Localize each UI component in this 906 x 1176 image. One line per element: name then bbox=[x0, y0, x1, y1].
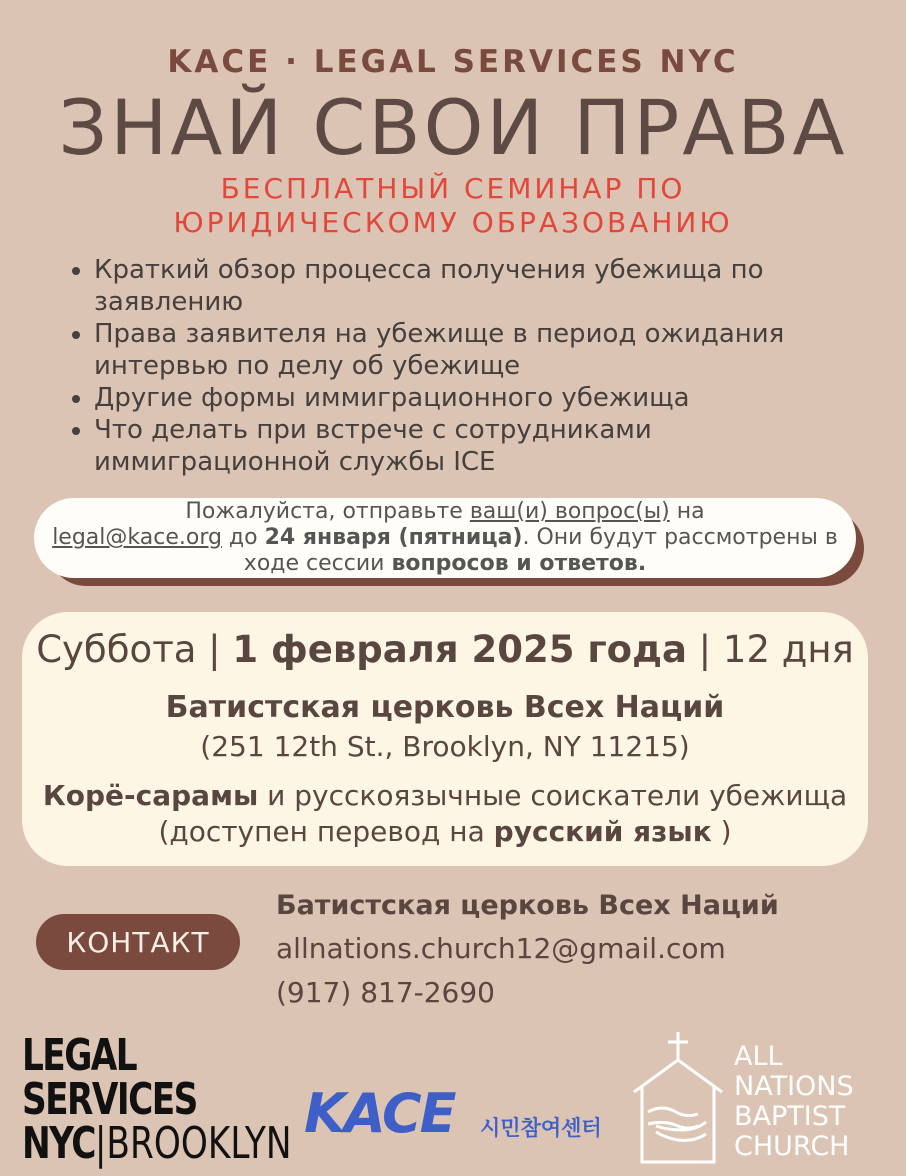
audience-part: и русскоязычные соискатели убежища (доступен перевод на bbox=[158, 779, 848, 848]
organizers-line: KACE · LEGAL SERVICES NYC bbox=[167, 44, 739, 80]
questions-email-link[interactable]: legal@kace.org bbox=[52, 525, 222, 550]
questions-text-part: на bbox=[669, 499, 705, 524]
questions-text-part: Пожалуйста, отправьте bbox=[185, 499, 470, 524]
all-nations-church-logo bbox=[630, 1030, 900, 1170]
contact-email[interactable]: allnations.church12@gmail.com bbox=[276, 932, 726, 965]
kace-korean-name: 시민참여센터 bbox=[480, 1116, 602, 1140]
church-logo-line: CHURCH bbox=[734, 1131, 850, 1162]
topic-item: • Другие формы иммиграционного убежища bbox=[94, 382, 894, 414]
questions-text bbox=[34, 499, 856, 577]
topic-item: • Что делать при встрече с сотрудниками иммиграционной службы ICE bbox=[94, 414, 894, 478]
audience-bold: Корё-сарамы bbox=[42, 779, 259, 812]
legal-services-nyc-logo bbox=[22, 1030, 292, 1169]
church-icon bbox=[630, 1030, 740, 1170]
topic-item: • Краткий обзор процесса получения убежища по заявлению bbox=[94, 254, 894, 318]
church-logo-line: ALL bbox=[734, 1041, 783, 1072]
separator: | bbox=[686, 628, 723, 671]
lsnyc-logo-line bbox=[22, 1118, 292, 1169]
lsnyc-nyc: NYC bbox=[22, 1118, 95, 1169]
lsnyc-divider: | bbox=[94, 1118, 107, 1169]
audience-text bbox=[22, 778, 868, 850]
contact-button[interactable]: КОНТАКТ bbox=[36, 914, 240, 970]
church-logo-line: NATIONS bbox=[734, 1071, 854, 1102]
church-logo-text bbox=[734, 1042, 854, 1162]
event-date: 1 февраля 2025 года bbox=[232, 628, 687, 671]
venue-address: (251 12th St., Brooklyn, NY 11215) bbox=[200, 730, 690, 763]
event-date-line bbox=[22, 628, 868, 671]
questions-link[interactable]: ваш(и) вопрос(ы) bbox=[469, 499, 670, 524]
lsnyc-logo-line: LEGAL bbox=[22, 1030, 137, 1081]
questions-session: вопросов и ответов. bbox=[391, 551, 647, 576]
questions-text-part: . Они будут рассмотрены в ходе сессии bbox=[243, 525, 838, 576]
separator: | bbox=[196, 628, 233, 671]
topics-list bbox=[60, 254, 894, 478]
questions-box bbox=[34, 498, 856, 578]
venue-name: Батистская церковь Всех Наций bbox=[165, 690, 725, 725]
contact-phone[interactable]: (917) 817-2690 bbox=[276, 976, 495, 1009]
church-logo-line: BAPTIST bbox=[734, 1101, 846, 1132]
event-time: 12 дня bbox=[722, 628, 854, 671]
lsnyc-logo-line: SERVICES bbox=[22, 1074, 197, 1125]
event-day: Суббота bbox=[36, 628, 197, 671]
audience-language: русский язык bbox=[493, 815, 712, 848]
questions-text-part: до bbox=[221, 525, 265, 550]
lsnyc-brooklyn: BROOKLYN bbox=[106, 1118, 292, 1169]
kace-logo bbox=[304, 1084, 604, 1144]
kace-wordmark: KACE bbox=[304, 1082, 455, 1145]
subtitle bbox=[0, 172, 906, 240]
subtitle-line-1: БЕСПЛАТНЫЙ СЕМИНАР ПО bbox=[220, 172, 686, 205]
page-title: ЗНАЙ СВОИ ПРАВА bbox=[58, 83, 848, 172]
contact-name: Батистская церковь Всех Наций bbox=[276, 890, 779, 921]
topic-item: • Права заявителя на убежище в период ожидания интервью по делу об убежище bbox=[94, 318, 894, 382]
subtitle-line-2: ЮРИДИЧЕСКОМУ ОБРАЗОВАНИЮ bbox=[173, 206, 733, 239]
questions-deadline: 24 января (пятница) bbox=[264, 525, 523, 550]
audience-part: ) bbox=[711, 815, 732, 848]
